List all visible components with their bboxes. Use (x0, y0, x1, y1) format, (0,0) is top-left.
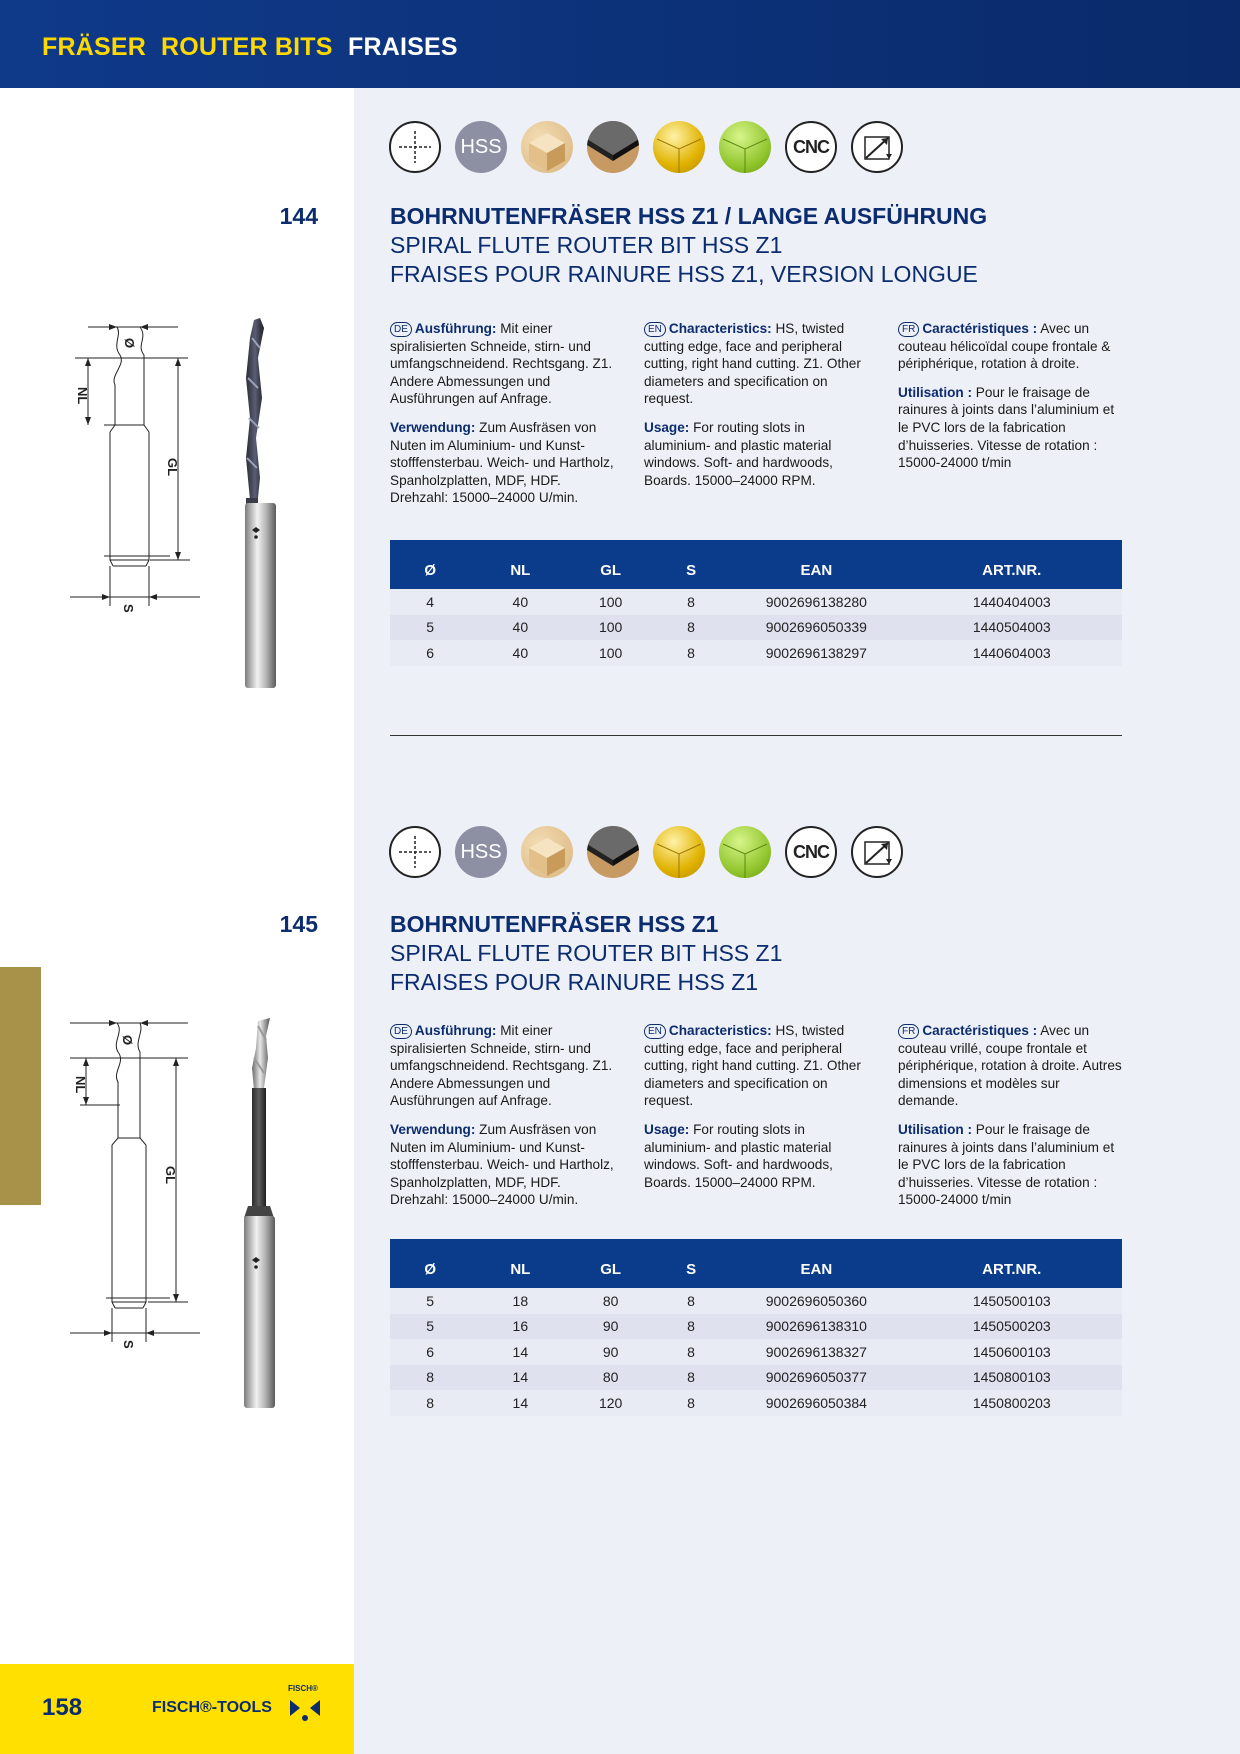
column-header: EAN (731, 540, 901, 589)
table-header-row (390, 1239, 1122, 1288)
table-cell: 9002696050384 (731, 1390, 901, 1416)
lang-badge-en: EN (644, 1024, 666, 1039)
column-header: GL (570, 1239, 651, 1288)
table-cell: 9002696050339 (731, 615, 901, 641)
spec-table (390, 1239, 1122, 1416)
wood-icon (521, 121, 573, 173)
title-fr: FRAISES POUR RAINURE HSS Z1, VERSION LONGUE (390, 261, 978, 287)
table-cell: 8 (651, 615, 731, 641)
brand-name: FISCH®-TOOLS (152, 1699, 272, 1716)
table-cell: 1450500203 (902, 1314, 1123, 1340)
lang-badge-fr: FR (898, 322, 919, 337)
table-cell: 1450800103 (902, 1365, 1123, 1391)
table-cell: 8 (651, 640, 731, 666)
table-cell: 9002696138327 (731, 1339, 901, 1365)
table-cell: 9002696050360 (731, 1288, 901, 1314)
title-de: BOHRNUTENFRÄSER HSS Z1 / LANGE AUSFÜHRUNG (390, 203, 988, 229)
table-cell: 8 (390, 1365, 470, 1391)
dimension-drawing-145 (60, 1010, 200, 1350)
column-header: Ø (390, 540, 470, 589)
dimension-drawing-144 (60, 310, 200, 620)
table-cell: 40 (470, 615, 570, 641)
table-cell: 5 (390, 1288, 470, 1314)
table-cell: 14 (470, 1365, 570, 1391)
table-row (390, 1288, 1122, 1314)
dim-label-nl: NL (75, 387, 90, 405)
wood-icon (521, 826, 573, 878)
hss-icon: HSS (455, 826, 507, 878)
column-header: S (651, 1239, 731, 1288)
dim-label-nl: NL (73, 1076, 88, 1094)
table-cell: 90 (570, 1314, 651, 1340)
fisch-logo-icon (286, 1682, 326, 1726)
table-cell: 1440604003 (902, 640, 1123, 666)
feature-icons-144 (389, 121, 903, 173)
gold-material-icon (653, 826, 705, 878)
page-header (0, 0, 1240, 88)
table-row (390, 1339, 1122, 1365)
description-en: EN Characteristics: HS, twisted cutting edge, face and peripheral cutting, right hand cutting. Z1. Other diameters and specification on request. Usage: For routing slots in aluminium- and plastic material windows. Soft- and hardwoods, Boards. 15000–24000 RPM. (644, 1023, 861, 1190)
table-cell: 6 (390, 640, 470, 666)
table-row (390, 615, 1122, 641)
router-bit-image-144 (240, 318, 290, 690)
header-title-fr: FRAISES (348, 33, 458, 61)
table-cell: 100 (570, 615, 651, 641)
table-cell: 18 (470, 1288, 570, 1314)
table-cell: 100 (570, 640, 651, 666)
rotation-direction-icon (851, 826, 903, 878)
lang-badge-de: DE (390, 1024, 412, 1039)
plastic-material-icon (719, 121, 771, 173)
table-cell: 4 (390, 589, 470, 615)
crosshair-icon (389, 121, 441, 173)
laminate-icon (587, 826, 639, 878)
description-fr: FR Caractéristiques : Avec un couteau hélicoïdal coupe frontale & périphérique, rotation à droite. Utilisation : Pour le fraisage de rainures à joints dans l’aluminium et le PVC lors de la fabrication d’huisseries. Vitesse de rotation : 15000-24000 t/min (898, 321, 1115, 471)
description-en: EN Characteristics: HS, twisted cutting edge, face and peripheral cutting, right hand cutting. Z1. Other diameters and specification on request. Usage: For routing slots in aluminium- and plastic material windows. Soft- and hardwoods, Boards. 15000–24000 RPM. (644, 321, 861, 488)
column-header: ART.NR. (902, 1239, 1123, 1288)
table-cell: 9002696138310 (731, 1314, 901, 1340)
table-cell: 90 (570, 1339, 651, 1365)
table-cell: 5 (390, 1314, 470, 1340)
laminate-icon (587, 121, 639, 173)
column-header: Ø (390, 1239, 470, 1288)
table-cell: 40 (470, 640, 570, 666)
table-cell: 6 (390, 1339, 470, 1365)
section-divider (390, 735, 1122, 736)
router-bit-image-145 (240, 1018, 290, 1410)
cnc-icon: CNC (785, 121, 837, 173)
rotation-direction-icon (851, 121, 903, 173)
description-de: DE Ausführung: Mit einer spiralisierten Schneide, stirn- und umfangschneidend. Rechtsgang. Z1. Andere Abmessungen und Ausführungen auf Anfrage. Verwendung: Zum Ausfräsen von Nuten im Aluminium- und Kunststofffensterbau. Weich- und Hartholz, Spanholzplatten, MDF, HDF. Drehzahl: 15000–24000 U/min. (390, 1023, 614, 1208)
column-header: NL (470, 540, 570, 589)
table-cell: 1450600103 (902, 1339, 1123, 1365)
title-en: SPIRAL FLUTE ROUTER BIT HSS Z1 (390, 940, 783, 966)
table-cell: 9002696138297 (731, 640, 901, 666)
title-fr: FRAISES POUR RAINURE HSS Z1 (390, 969, 759, 995)
table-row (390, 589, 1122, 615)
page-number: 158 (42, 1694, 83, 1721)
column-header: NL (470, 1239, 570, 1288)
column-header: GL (570, 540, 651, 589)
description-fr: FR Caractéristiques : Avec un couteau vrillé, coupe frontale et périphérique, rotation à droite. Autres dimensions et modèles sur demande. Utilisation : Pour le fraisage de rainures à joints dans l’aluminium et le PVC lors de la fabrication d’huisseries. Vitesse de rotation : 15000-24000 t/min (898, 1023, 1122, 1208)
table-cell: 1440404003 (902, 589, 1123, 615)
column-header: EAN (731, 1239, 901, 1288)
table-cell: 8 (651, 1339, 731, 1365)
article-number: 144 (279, 203, 318, 229)
dim-label-gl: GL (165, 458, 180, 477)
table-cell: 8 (651, 1365, 731, 1391)
plastic-material-icon (719, 826, 771, 878)
svg-text:FISCH®: FISCH® (288, 1684, 318, 1693)
table-cell: 8 (390, 1390, 470, 1416)
product-title (390, 202, 1170, 289)
header-title-de: FRÄSER (42, 33, 146, 61)
table-cell: 14 (470, 1339, 570, 1365)
table-cell: 14 (470, 1390, 570, 1416)
product-title (390, 910, 1170, 997)
table-cell: 1450500103 (902, 1288, 1123, 1314)
dim-label-gl: GL (163, 1166, 178, 1185)
table-cell: 8 (651, 1314, 731, 1340)
table-cell: 9002696050377 (731, 1365, 901, 1391)
column-header: S (651, 540, 731, 589)
table-cell: 120 (570, 1390, 651, 1416)
table-row (390, 640, 1122, 666)
description-de: DE Ausführung: Mit einer spiralisierten Schneide, stirn- und umfangschneidend. Rechtsgang. Z1. Andere Abmessungen und Ausführungen auf Anfrage. Verwendung: Zum Ausfräsen von Nuten im Aluminium- und Kunststofffensterbau. Weich- und Hartholz, Spanholzplatten, MDF, HDF. Drehzahl: 15000–24000 U/min. (390, 321, 614, 506)
table-cell: 8 (651, 1390, 731, 1416)
title-en: SPIRAL FLUTE ROUTER BIT HSS Z1 (390, 232, 783, 258)
table-cell: 80 (570, 1288, 651, 1314)
table-cell: 80 (570, 1365, 651, 1391)
feature-icons-145 (389, 826, 903, 878)
dim-label-s: S (121, 1340, 136, 1349)
header-title-en: ROUTER BITS (161, 33, 333, 61)
table-cell: 16 (470, 1314, 570, 1340)
table-cell: 40 (470, 589, 570, 615)
article-number: 145 (279, 911, 318, 937)
dim-label-diameter: Ø (120, 1035, 135, 1046)
spec-table (390, 540, 1122, 666)
gold-material-icon (653, 121, 705, 173)
table-row (390, 1390, 1122, 1416)
section-tab (0, 967, 41, 1205)
table-cell: 100 (570, 589, 651, 615)
lang-badge-de: DE (390, 322, 412, 337)
column-header: ART.NR. (902, 540, 1123, 589)
table-row (390, 1314, 1122, 1340)
table-row (390, 1365, 1122, 1391)
table-cell: 9002696138280 (731, 589, 901, 615)
table-cell: 5 (390, 615, 470, 641)
dim-label-s: S (121, 604, 136, 613)
dim-label-diameter: Ø (122, 338, 137, 349)
table-cell: 8 (651, 589, 731, 615)
table-header-row (390, 540, 1122, 589)
crosshair-icon (389, 826, 441, 878)
cnc-icon: CNC (785, 826, 837, 878)
page-footer (0, 1664, 354, 1754)
lang-badge-en: EN (644, 322, 666, 337)
table-cell: 1450800203 (902, 1390, 1123, 1416)
table-cell: 8 (651, 1288, 731, 1314)
lang-badge-fr: FR (898, 1024, 919, 1039)
title-de: BOHRNUTENFRÄSER HSS Z1 (390, 911, 719, 937)
hss-icon: HSS (455, 121, 507, 173)
table-cell: 1440504003 (902, 615, 1123, 641)
